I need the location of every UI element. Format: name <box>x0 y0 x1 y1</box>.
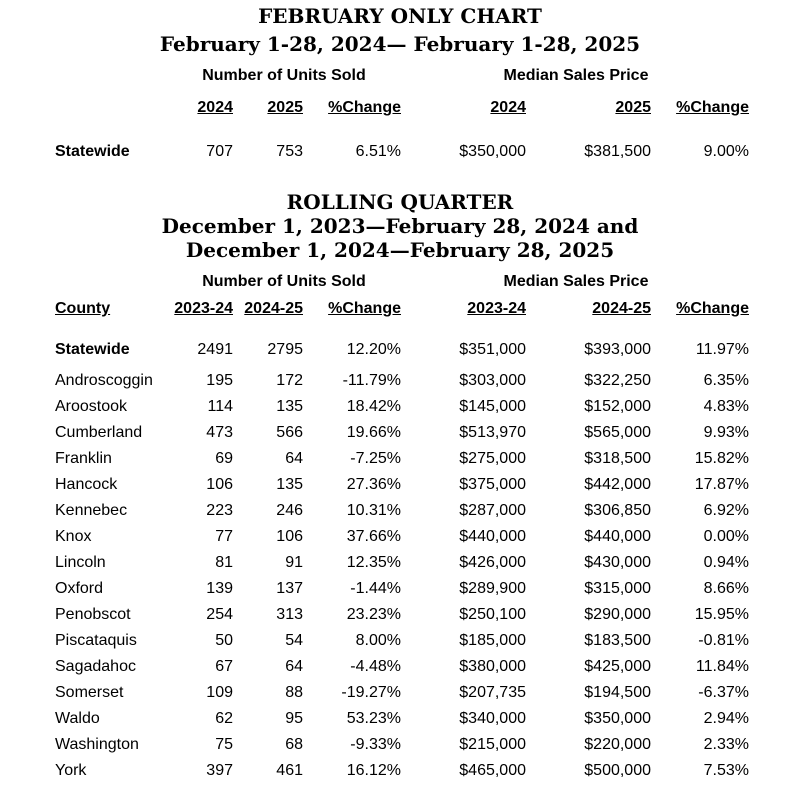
price-2024-25: $322,250 <box>584 372 651 389</box>
feb-col-price-change: %Change <box>676 99 749 116</box>
county-name: Kennebec <box>55 502 128 519</box>
units-2024-25: 95 <box>285 710 303 727</box>
units-2024-25: 2795 <box>267 341 303 358</box>
price-2023-24: $426,000 <box>459 554 526 571</box>
price-2023-24: $215,000 <box>459 736 526 753</box>
units-2023-24: 81 <box>215 554 233 571</box>
units-2023-24: 67 <box>215 658 233 675</box>
price-change: 6.35% <box>703 372 749 389</box>
price-2023-24: $465,000 <box>459 762 526 779</box>
county-name: Piscataquis <box>55 632 137 649</box>
units-2023-24: 114 <box>207 398 233 415</box>
price-change: 17.87% <box>694 476 749 493</box>
units-2023-24: 75 <box>215 736 233 753</box>
price-2023-24: $380,000 <box>459 658 526 675</box>
units-2024-25: 137 <box>276 580 303 597</box>
price-change: 8.66% <box>703 580 749 597</box>
units-change: -11.79% <box>342 372 401 389</box>
county-name: Oxford <box>55 580 104 597</box>
units-2024-25: 64 <box>285 658 303 675</box>
price-2023-24: $250,100 <box>459 606 526 623</box>
price-change: -6.37% <box>698 684 749 701</box>
county-name: Washington <box>55 736 139 753</box>
feb-col-units-2025: 2025 <box>267 99 303 116</box>
price-change: 9.00% <box>703 143 749 160</box>
row-label: Statewide <box>55 143 130 160</box>
col-price-2024-25: 2024-25 <box>592 300 651 317</box>
county-name: Sagadahoc <box>55 658 136 675</box>
county-name: Lincoln <box>55 554 106 571</box>
units-2024: 707 <box>206 143 233 160</box>
units-change: 16.12% <box>346 762 401 779</box>
price-2024-25: $290,000 <box>584 606 651 623</box>
county-name: Somerset <box>55 684 124 701</box>
price-2024-25: $152,000 <box>584 398 651 415</box>
county-name: Franklin <box>55 450 112 467</box>
price-2024-25: $220,000 <box>584 736 651 753</box>
units-change: -9.33% <box>350 736 401 753</box>
units-2023-24: 62 <box>215 710 233 727</box>
price-change: 15.82% <box>694 450 749 467</box>
units-2024-25: 54 <box>285 632 303 649</box>
price-2024-25: $318,500 <box>584 450 651 467</box>
units-2024-25: 68 <box>285 736 303 753</box>
price-change: 0.94% <box>703 554 749 571</box>
feb-subtitle: February 1-28, 2024— February 1-28, 2025 <box>159 32 641 56</box>
county-name: Penobscot <box>55 606 131 623</box>
price-change: 11.97% <box>695 341 749 358</box>
price-2024-25: $430,000 <box>584 554 651 571</box>
price-change: 6.92% <box>703 502 749 519</box>
units-change: 6.51% <box>355 143 401 160</box>
units-2023-24: 109 <box>206 684 233 701</box>
price-2024-25: $306,850 <box>584 502 651 519</box>
price-change: 9.93% <box>703 424 749 441</box>
price-change: 2.94% <box>703 710 749 727</box>
units-change: -19.27% <box>341 684 401 701</box>
price-2024-25: $315,000 <box>584 580 651 597</box>
price-2025: $381,500 <box>584 143 651 160</box>
price-change: 2.33% <box>703 736 749 753</box>
price-2023-24: $375,000 <box>459 476 526 493</box>
units-2024-25: 172 <box>276 372 303 389</box>
col-units-change: %Change <box>328 300 401 317</box>
units-change: 19.66% <box>346 424 401 441</box>
feb-col-price-2024: 2024 <box>490 99 526 116</box>
feb-price-group-header: Median Sales Price <box>503 67 649 84</box>
units-change: -1.44% <box>350 580 401 597</box>
price-change: -0.81% <box>698 632 749 649</box>
price-2023-24: $351,000 <box>459 341 526 358</box>
units-2024-25: 135 <box>276 476 303 493</box>
units-2024-25: 91 <box>285 554 303 571</box>
col-units-2023-24: 2023-24 <box>174 300 233 317</box>
units-change: 37.66% <box>346 528 401 545</box>
price-2024: $350,000 <box>459 143 526 160</box>
units-change: 18.42% <box>346 398 401 415</box>
units-2024-25: 461 <box>276 762 303 779</box>
price-2024-25: $183,500 <box>584 632 651 649</box>
col-price-2023-24: 2023-24 <box>467 300 526 317</box>
rolling-units-group-header: Number of Units Sold <box>202 273 366 290</box>
county-name: Cumberland <box>55 424 143 441</box>
price-2023-24: $440,000 <box>459 528 526 545</box>
units-2024-25: 135 <box>276 398 303 415</box>
county-name: Knox <box>55 528 92 545</box>
units-change: 12.20% <box>346 341 401 358</box>
units-2023-24: 397 <box>206 762 233 779</box>
units-change: 27.36% <box>346 476 401 493</box>
units-2024-25: 313 <box>276 606 303 623</box>
feb-col-units-2024: 2024 <box>197 99 233 116</box>
price-2024-25: $425,000 <box>584 658 651 675</box>
price-change: 7.53% <box>703 762 749 779</box>
units-change: 10.31% <box>346 502 401 519</box>
feb-col-price-2025: 2025 <box>615 99 651 116</box>
units-2024-25: 106 <box>276 528 303 545</box>
col-price-change: %Change <box>676 300 749 317</box>
units-2023-24: 50 <box>215 632 233 649</box>
col-units-2024-25: 2024-25 <box>244 300 303 317</box>
price-2023-24: $340,000 <box>459 710 526 727</box>
price-change: 4.83% <box>703 398 749 415</box>
units-2025: 753 <box>276 143 303 160</box>
row-label: Statewide <box>55 341 130 358</box>
county-name: Androscoggin <box>55 372 153 389</box>
units-2023-24: 77 <box>215 528 233 545</box>
county-name: Aroostook <box>55 398 128 415</box>
rolling-subtitle-1: December 1, 2023—February 28, 2024 and <box>161 214 639 238</box>
price-2024-25: $350,000 <box>584 710 651 727</box>
units-2023-24: 69 <box>215 450 233 467</box>
county-name: York <box>55 762 87 779</box>
feb-col-units-change: %Change <box>328 99 401 116</box>
units-2023-24: 254 <box>206 606 233 623</box>
county-name: Hancock <box>55 476 118 493</box>
feb-units-group-header: Number of Units Sold <box>202 67 366 84</box>
units-2023-24: 473 <box>206 424 233 441</box>
units-change: 12.35% <box>346 554 401 571</box>
feb-title: FEBRUARY ONLY CHART <box>258 4 542 28</box>
price-2023-24: $185,000 <box>459 632 526 649</box>
units-change: 8.00% <box>355 632 401 649</box>
price-2023-24: $289,900 <box>459 580 526 597</box>
price-2024-25: $565,000 <box>584 424 651 441</box>
units-2024-25: 88 <box>285 684 303 701</box>
units-2023-24: 106 <box>206 476 233 493</box>
price-2024-25: $393,000 <box>584 341 651 358</box>
price-change: 0.00% <box>703 528 749 545</box>
rolling-price-group-header: Median Sales Price <box>503 273 649 290</box>
price-2024-25: $440,000 <box>584 528 651 545</box>
price-2023-24: $145,000 <box>459 398 526 415</box>
units-change: 23.23% <box>346 606 401 623</box>
units-2023-24: 195 <box>206 372 233 389</box>
county-name: Waldo <box>55 710 100 727</box>
rolling-title: ROLLING QUARTER <box>286 190 514 214</box>
price-2023-24: $207,735 <box>459 684 526 701</box>
units-2023-24: 2491 <box>197 341 233 358</box>
col-county: County <box>55 300 111 317</box>
price-2023-24: $287,000 <box>459 502 526 519</box>
units-change: 53.23% <box>346 710 401 727</box>
price-2024-25: $442,000 <box>584 476 651 493</box>
units-change: -4.48% <box>350 658 401 675</box>
price-2023-24: $275,000 <box>459 450 526 467</box>
units-2024-25: 566 <box>276 424 303 441</box>
price-2023-24: $513,970 <box>459 424 526 441</box>
rolling-subtitle-2: December 1, 2024—February 28, 2025 <box>185 238 615 262</box>
units-2024-25: 64 <box>285 450 303 467</box>
units-2023-24: 139 <box>206 580 233 597</box>
units-2023-24: 223 <box>206 502 233 519</box>
price-2024-25: $500,000 <box>584 762 651 779</box>
price-change: 11.84% <box>695 658 749 675</box>
price-2023-24: $303,000 <box>459 372 526 389</box>
price-change: 15.95% <box>694 606 749 623</box>
price-2024-25: $194,500 <box>584 684 651 701</box>
units-2024-25: 246 <box>276 502 303 519</box>
units-change: -7.25% <box>350 450 401 467</box>
